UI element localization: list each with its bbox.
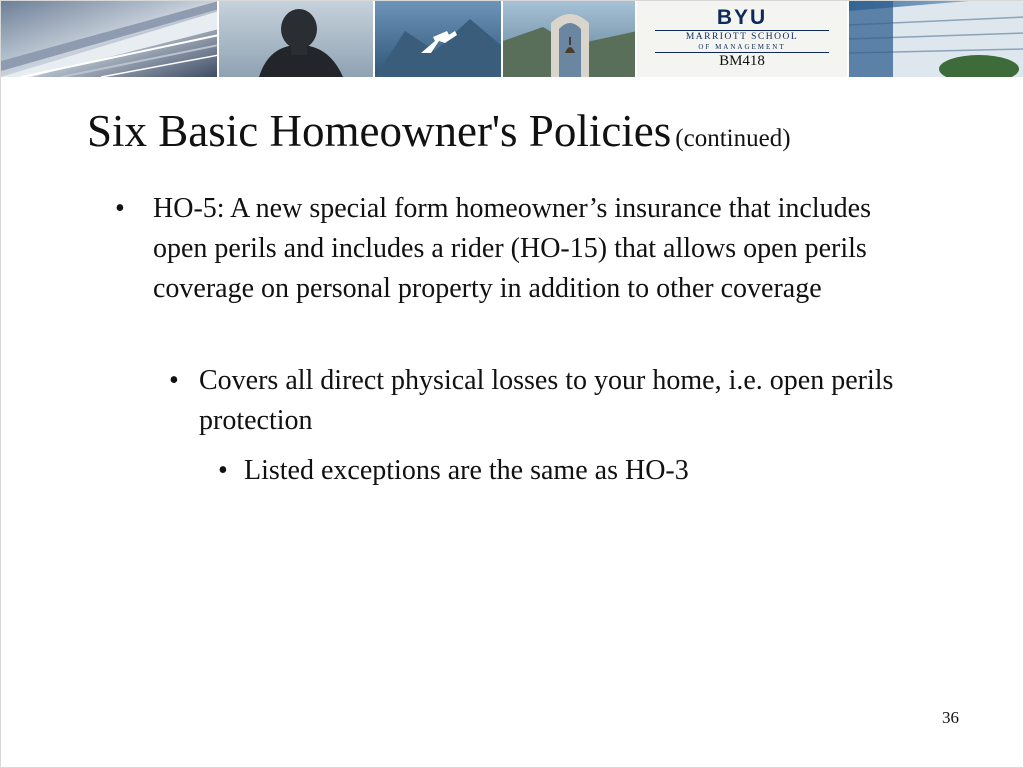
bell-tower-image (503, 1, 637, 77)
statue-image (219, 1, 375, 77)
logo-school-text: MARRIOTT SCHOOL (685, 32, 799, 42)
y-mountain-photo (375, 1, 503, 77)
byu-marriott-logo (637, 1, 849, 77)
bullet-level-3 (218, 451, 924, 491)
bullet-marker: • (169, 365, 179, 396)
bullet-marker: • (218, 455, 228, 486)
logo-rule-top (655, 30, 829, 31)
bell-tower-photo (503, 1, 637, 77)
bullet-level-2 (169, 361, 929, 441)
course-code: BM418 (719, 53, 765, 69)
y-mountain-image (375, 1, 503, 77)
skyscraper-image (1, 1, 219, 77)
logo-byu-text: BYU (716, 6, 768, 29)
skyscraper-photo (1, 1, 219, 77)
logo-school-sub-text: OF MANAGEMENT (698, 43, 786, 51)
bullet-text: Covers all direct physical losses to your home, i.e. open perils protection (199, 365, 894, 436)
bullet-text: HO-5: A new special form homeowner’s insurance that includes open perils and includes a rider (HO-15) that allows open perils coverage on personal property in addition to other coverage (153, 193, 871, 304)
header-banner (1, 1, 1024, 77)
bullet-level-1 (115, 189, 913, 309)
title-suffix: (continued) (675, 125, 791, 152)
bullet-marker: • (115, 193, 125, 224)
page-number: 36 (942, 708, 959, 727)
building-photo (849, 1, 1024, 77)
building-image (849, 1, 1024, 77)
slide-title (87, 101, 791, 172)
statue-photo (219, 1, 375, 77)
title-text: Six Basic Homeowner's Policies (87, 106, 672, 156)
bullet-text: Listed exceptions are the same as HO-3 (244, 455, 689, 486)
